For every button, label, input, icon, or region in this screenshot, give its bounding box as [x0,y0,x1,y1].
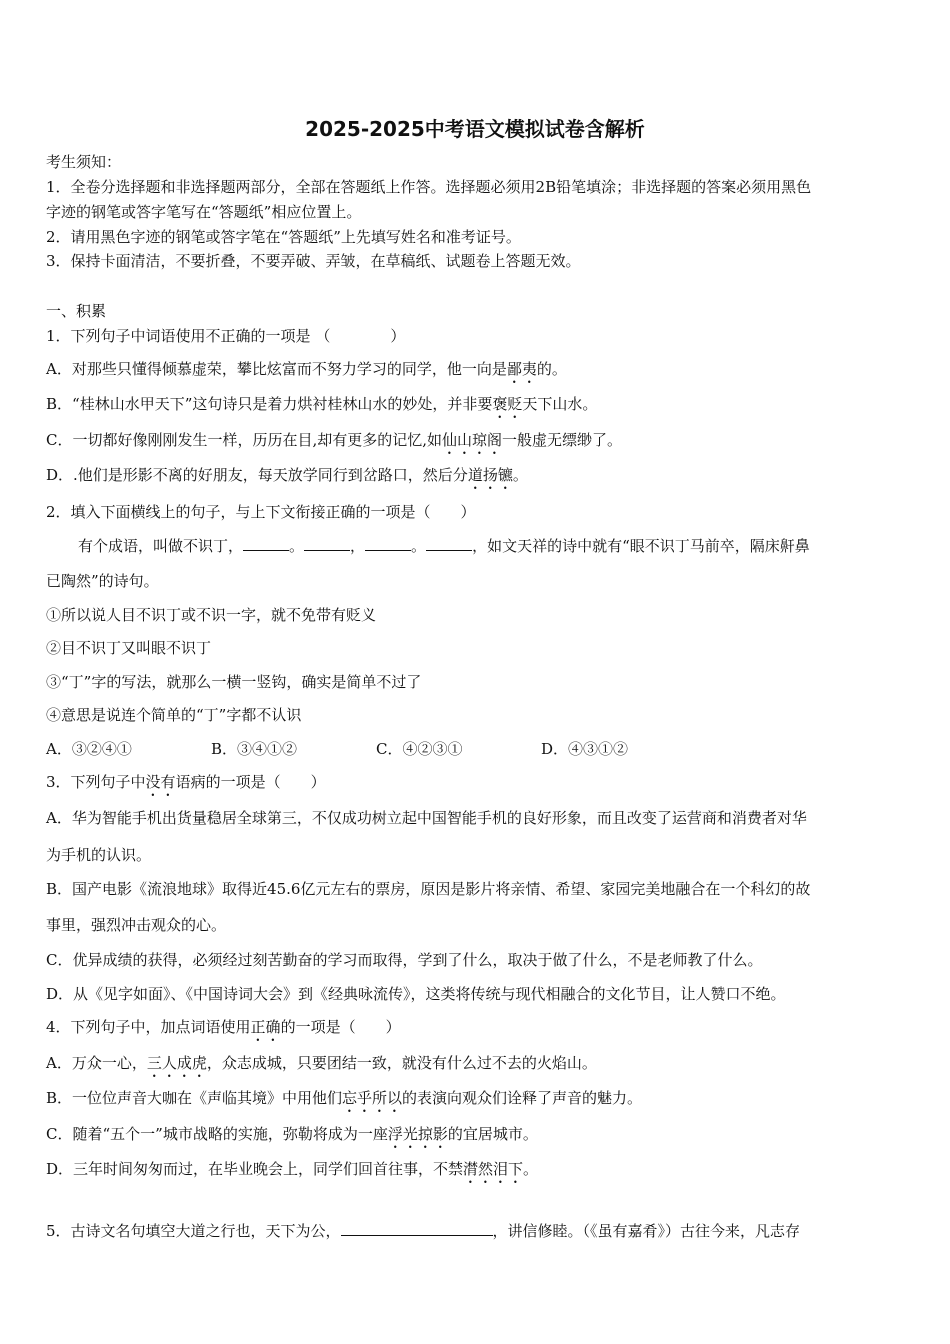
q5-stem [46,1221,800,1241]
fill-blank [341,1221,493,1236]
dotted-word: 褒贬 [492,395,523,413]
notice-heading: 考生须知： [46,153,122,171]
stem-text: 4．下列句子中，加点词语使用 [46,1018,251,1036]
q3-option-a-cont: 为手机的认识。 [46,846,152,864]
stem-text: 3．下列句子中 [46,773,146,791]
q2-sentence-3: ③“丁”字的写法，就那么一横一竖钩，确实是简单不过了 [46,673,422,691]
q1-stem: 1．下列句子中词语使用不正确的一项是 （ ） [46,327,406,345]
dotted-word: 忘乎所以 [342,1089,403,1107]
passage-text: 有个成语，叫做不识丁， [78,537,244,555]
q4-option-b [46,1088,642,1116]
q1-option-b [46,394,597,422]
dotted-word: 浮光掠影 [387,1125,448,1143]
option-text: 的。 [536,360,567,378]
q2-passage-line-2: 已陶然”的诗句。 [46,572,159,590]
fill-blank [365,536,411,551]
q1-option-a [46,359,567,387]
q2-option-d: D．④③①② [541,740,629,758]
fill-blank [304,536,350,551]
fill-blank [426,536,472,551]
dotted-word: 仙山琼阁 [442,431,503,449]
option-text: C．一切都好像刚刚发生一样，历历在目,却有更多的记忆,如 [46,431,443,449]
q3-stem [46,772,326,800]
option-text: 的宜居城市。 [447,1125,538,1143]
option-text: 。 [523,1160,539,1178]
dotted-word: 潸然泪下 [463,1160,524,1178]
option-text: 的表演向观众们诠释了声音的魅力。 [402,1089,643,1107]
stem-text: ，讲信修睦。（《虽有嘉肴》）古往今来，凡志存 [492,1222,801,1240]
q2-stem: 2．填入下面横线上的句子，与上下文衔接正确的一项是（ ） [46,503,476,521]
option-text: 。 [512,466,528,484]
q3-option-d: D．从《见字如面》、《中国诗词大会》到《经典咏流传》，这类将传统与现代相融合的文化节目，让人赞口不绝。 [46,985,786,1003]
q4-option-c [46,1124,538,1152]
option-text: ，众志成城，只要团结一致，就没有什么过不去的火焰山。 [206,1054,597,1072]
dotted-word: 三人成虎 [146,1054,207,1072]
q2-sentence-2: ②目不识丁又叫眼不识丁 [46,639,212,657]
q3-option-c: C．优异成绩的获得，必须经过刻苦勤奋的学习而取得，学到了什么，取决于做了什么，不是老师教了什么。 [46,951,763,969]
q4-option-d [46,1159,538,1187]
q2-sentence-4: ④意思是说连个简单的“丁”字都不认识 [46,706,302,724]
q3-option-a: A．华为智能手机出货量稳居全球第三，不仅成功树立起中国智能手机的良好形象，而且改变了运营商和消费者对华 [46,809,807,827]
option-text: B．“桂林山水甲天下”这句诗只是着力烘衬桂林山水的妙处，并非要 [46,395,493,413]
dotted-word: 没有 [145,773,176,791]
option-text: D．三年时间匆匆而过，在毕业晚会上，同学们回首往事，不禁 [46,1160,464,1178]
stem-text: 语病的一项是（ ） [175,773,326,791]
q3-option-b-cont: 事里，强烈冲击观众的心。 [46,916,227,934]
section-heading: 一、积累 [46,302,107,320]
q1-option-c [46,430,622,458]
q4-option-a [46,1053,597,1081]
q2-option-a: A．③②④① [46,740,132,758]
q3-option-b: B．国产电影《流浪地球》取得近45.6亿元左右的票房，原因是影片将亲情、希望、家园完美地融合在一个科幻的故 [46,880,811,898]
option-text: B．一位位声音大咖在《声临其境》中用他们 [46,1089,343,1107]
dotted-word: 道扬镳 [467,466,513,484]
option-text: D．.他们是形影不离的好朋友，每天放学同行到岔路口，然后分 [46,466,468,484]
option-text: 一般虚无缥缈了。 [502,431,623,449]
q4-stem [46,1017,401,1045]
q2-passage-line-1: 有个成语，叫做不识丁， 。 ， 。 ，如文天祥的诗中就有“眼不识丁马前卒，隔床鼾鼻 [78,537,810,555]
notice-item-1: 1．全卷分选择题和非选择题两部分，全部在答题纸上作答。选择题必须用2B铅笔填涂；非选择题的答案必须用黑色 [46,178,812,196]
passage-text: ，如文天祥的诗中就有“眼不识丁马前卒，隔床鼾鼻 [472,537,810,555]
notice-item-3: 3．保持卡面清洁，不要折叠，不要弄破、弄皱，在草稿纸、试题卷上答题无效。 [46,252,581,270]
option-text: A．万众一心， [46,1054,147,1072]
notice-item-2: 2．请用黑色字迹的钢笔或答字笔在“答题纸”上先填写姓名和准考证号。 [46,228,521,246]
option-text: 天下山水。 [522,395,598,413]
option-text: C．随着“五个一”城市战略的实施，弥勒将成为一座 [46,1125,388,1143]
q2-option-b: B．③④①② [211,740,298,758]
page-title: 2025-2025中考语文模拟试卷含解析 [305,117,645,141]
q2-options [46,739,706,759]
notice-item-1-cont: 字迹的钢笔或答字笔写在“答题纸”相应位置上。 [46,203,362,221]
fill-blank [243,536,289,551]
stem-text: 5．古诗文名句填空大道之行也，天下为公， [46,1222,341,1240]
option-text: A．对那些只懂得倾慕虚荣，攀比炫富而不努力学习的同学，他一向是 [46,360,507,378]
q1-option-d [46,465,528,493]
dotted-word: 鄙夷 [506,360,537,378]
q2-option-c: C．④②③① [376,740,463,758]
stem-text: 的一项是（ ） [280,1018,401,1036]
q2-sentence-1: ①所以说人目不识丁或不识一字，就不免带有贬义 [46,606,377,624]
dotted-word: 正确 [250,1018,281,1036]
